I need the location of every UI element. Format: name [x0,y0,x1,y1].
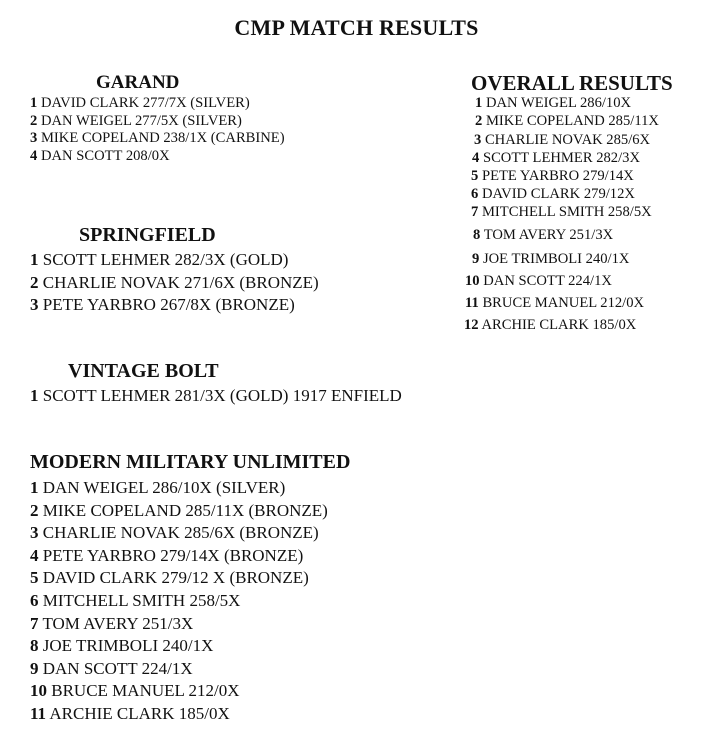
rank-number: 4 [472,150,480,166]
result-row [465,273,612,290]
result-row [30,95,285,113]
rank-number: 10 [465,273,480,289]
rank-number: 12 [464,317,479,333]
springfield-heading: SPRINGFIELD [79,224,216,246]
result-text: CHARLIE NOVAK 285/6X (BRONZE) [42,523,319,543]
rank-number: 9 [30,658,39,678]
result-text: BRUCE MANUEL 212/0X [51,681,240,701]
result-row [471,186,635,203]
rank-number: 2 [475,113,483,129]
result-row [475,113,659,130]
result-text: PETE YARBRO 279/14X [481,168,634,184]
rank-number: 7 [471,204,479,220]
result-row [30,477,328,500]
result-row [475,95,631,112]
result-text: JOE TRIMBOLI 240/1X [42,636,214,656]
result-row [30,249,319,272]
result-row [30,500,328,523]
result-text: DAVID CLARK 279/12 X (BRONZE) [42,568,309,588]
result-text: MIKE COPELAND 238/1X (CARBINE) [40,130,285,147]
result-text: MITCHELL SMITH 258/5X [42,590,241,610]
result-text: PETE YARBRO 279/14X (BRONZE) [42,545,304,565]
rank-number: 8 [473,227,481,243]
result-text: TOM AVERY 251/3X [42,613,194,633]
result-row [30,680,328,703]
result-row [471,168,634,185]
result-text: DAN SCOTT 208/0X [40,147,170,164]
result-text: SCOTT LEHMER 281/3X (GOLD) 1917 ENFIELD [42,386,402,405]
rank-number: 1 [30,250,39,269]
rank-number: 3 [30,523,39,543]
rank-number: 1 [475,95,483,111]
overall-results-heading: OVERALL RESULTS [471,71,673,95]
result-row [464,317,636,334]
result-row [30,545,328,568]
result-row [30,272,319,295]
springfield-results-list [30,249,319,317]
rank-number: 4 [30,147,38,164]
rank-number: 2 [30,112,38,129]
result-row [30,294,319,317]
rank-number: 3 [30,130,38,147]
rank-number: 1 [30,386,39,405]
rank-number: 6 [30,590,39,610]
result-row [30,703,328,726]
result-text: MIKE COPELAND 285/11X [485,113,659,129]
result-text: DAN WEIGEL 286/10X [485,95,632,111]
rank-number: 1 [30,95,38,111]
vintage-bolt-results-list [30,385,402,408]
result-row [30,385,402,408]
result-text: MITCHELL SMITH 258/5X [481,204,652,220]
rank-number: 9 [472,251,480,267]
result-text: DAN WEIGEL 286/10X (SILVER) [42,478,286,497]
rank-number: 8 [30,636,39,656]
rank-number: 2 [30,500,39,520]
page-title: CMP MATCH RESULTS [234,15,479,40]
result-text: SCOTT LEHMER 282/3X (GOLD) [42,250,289,269]
rank-number: 11 [30,703,47,723]
result-row [30,567,328,590]
result-text: ARCHIE CLARK 185/0X [481,317,637,333]
rank-number: 3 [474,132,482,148]
result-row [30,130,285,148]
rank-number: 4 [30,545,39,565]
result-row [30,658,328,681]
result-text: SCOTT LEHMER 282/3X [482,150,640,166]
result-row [30,522,328,545]
result-row [473,227,613,244]
result-text: CHARLIE NOVAK 271/6X (BRONZE) [42,272,319,292]
result-text: BRUCE MANUEL 212/0X [482,295,645,311]
result-row [30,113,285,131]
result-text: DAVID CLARK 279/12X [481,186,635,202]
result-row [472,150,640,167]
rank-number: 2 [30,272,39,292]
result-row [465,295,644,312]
rank-number: 1 [30,478,39,497]
result-text: DAN WEIGEL 277/5X (SILVER) [40,112,242,129]
result-row [474,132,650,149]
garand-results-list [30,95,285,165]
result-text: PETE YARBRO 267/8X (BRONZE) [42,295,295,314]
result-text: DAN SCOTT 224/1X [42,658,193,678]
rank-number: 3 [30,295,39,314]
modern-military-results-list [30,477,328,726]
result-row [30,613,328,636]
rank-number: 7 [30,613,39,633]
modern-military-heading: MODERN MILITARY UNLIMITED [30,451,351,473]
result-text: TOM AVERY 251/3X [483,227,614,243]
rank-number: 10 [30,681,47,701]
result-row [30,148,285,166]
result-text: DAVID CLARK 277/7X (SILVER) [40,95,250,111]
result-text: ARCHIE CLARK 185/0X [49,703,230,723]
vintage-bolt-heading: VINTAGE BOLT [68,360,219,382]
garand-heading: GARAND [96,72,180,93]
rank-number: 11 [465,295,479,311]
rank-number: 6 [471,186,479,202]
result-row [30,635,328,658]
result-text: JOE TRIMBOLI 240/1X [482,251,630,267]
result-text: DAN SCOTT 224/1X [483,273,612,289]
result-row [472,251,629,268]
result-row [30,590,328,613]
result-text: CHARLIE NOVAK 285/6X [484,132,651,148]
result-text: MIKE COPELAND 285/11X (BRONZE) [42,500,328,520]
result-row [471,204,652,221]
rank-number: 5 [471,168,479,184]
rank-number: 5 [30,568,39,588]
